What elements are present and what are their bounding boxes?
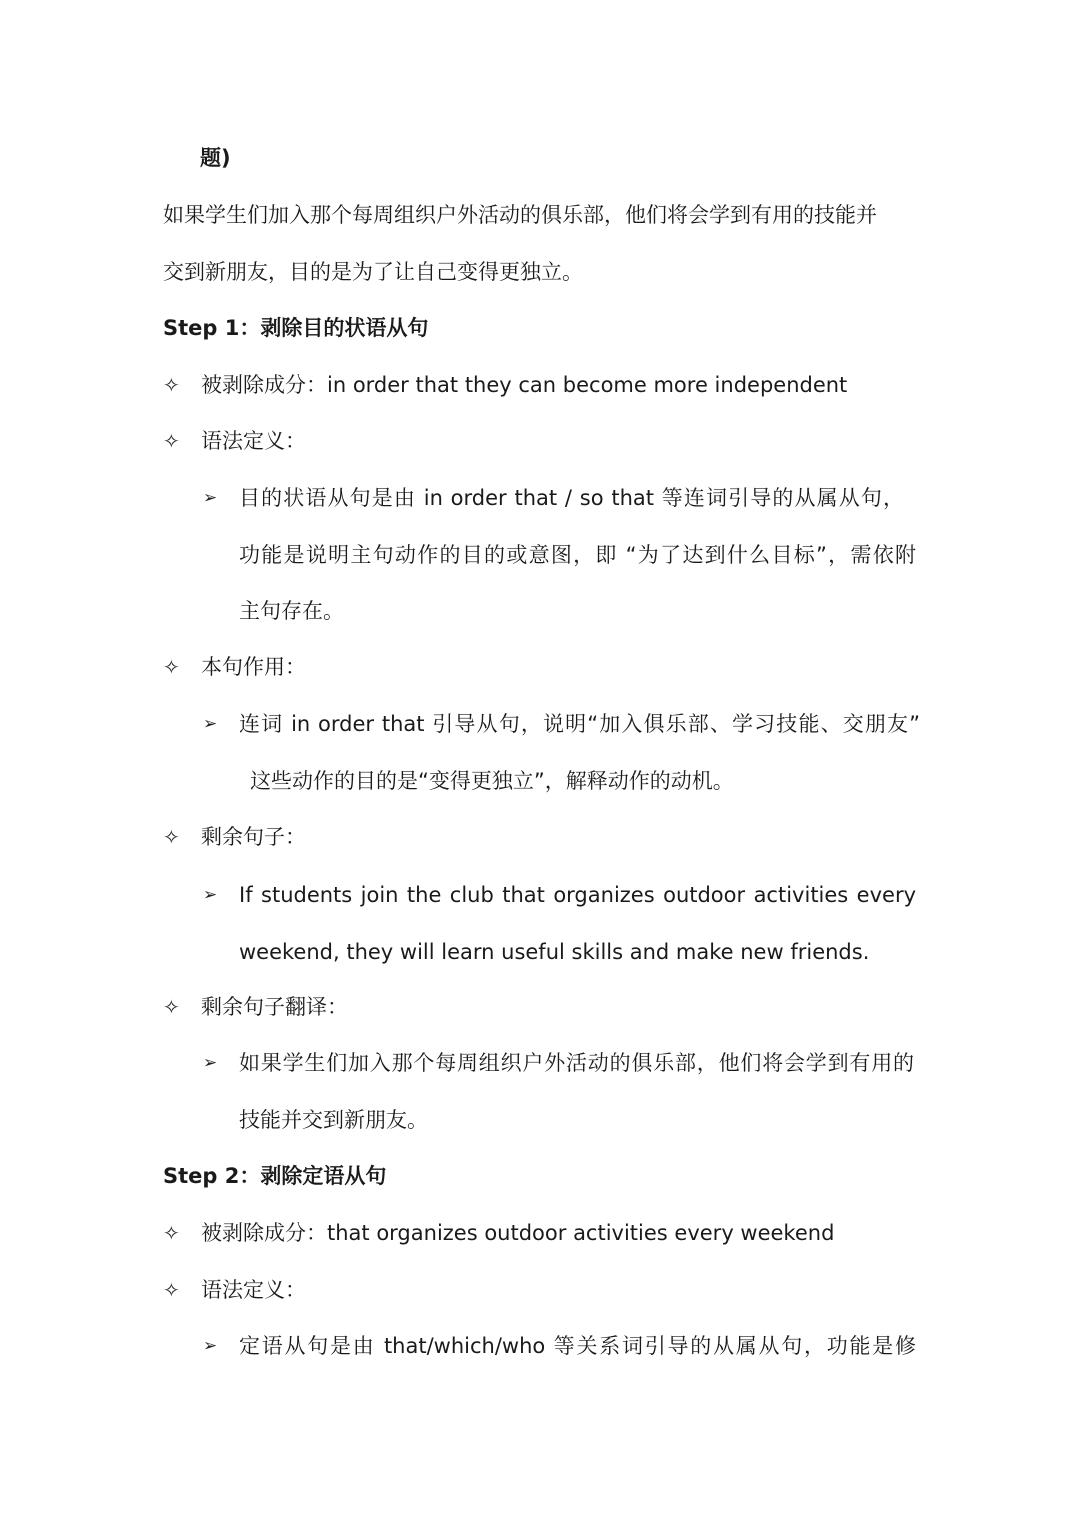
step1-heading: Step 1：剥除目的状语从句 [163, 316, 429, 340]
diamond-bullet-icon: ✧ [163, 1278, 180, 1302]
step1-translation-line-2: 技能并交到新朋友。 [239, 1108, 428, 1132]
step1-grammar-label: 语法定义： [201, 429, 306, 453]
diamond-bullet-icon: ✧ [163, 825, 180, 849]
step1-removed-value: in order that they can become more independent [327, 373, 848, 397]
diamond-bullet-icon: ✧ [163, 995, 180, 1019]
intro-line-1: 如果学生们加入那个每周组织户外活动的俱乐部，他们将会学到有用的技能并 [163, 203, 877, 227]
step2-grammar-line-1: 定语从句是由 that/which/who 等关系词引导的从属从句，功能是修 [239, 1334, 916, 1358]
diamond-bullet-icon: ✧ [163, 1221, 180, 1245]
top-fragment: 题) [200, 146, 231, 170]
diamond-bullet-icon: ✧ [163, 429, 180, 453]
arrow-bullet-icon: ➢ [203, 1336, 218, 1356]
step1-removed-row [201, 370, 847, 400]
step2-removed-row [201, 1218, 834, 1248]
intro-line-2: 交到新朋友，目的是为了让自己变得更独立。 [163, 260, 583, 284]
step2-removed-label: 被剥除成分： [201, 1221, 327, 1245]
step2-removed-value: that organizes outdoor activities every weekend [327, 1221, 835, 1245]
step1-remaining-line-2: weekend, they will learn useful skills and make new friends. [239, 940, 870, 964]
step1-remaining-label: 剩余句子： [201, 825, 306, 849]
step1-grammar-line-1: 目的状语从句是由 in order that / so that 等连词引导的从属从句， [239, 486, 904, 510]
step1-role-line-2: 这些动作的目的是“变得更独立”，解释动作的动机。 [250, 769, 734, 793]
step1-role-label: 本句作用： [201, 655, 306, 679]
arrow-bullet-icon: ➢ [203, 488, 218, 508]
arrow-bullet-icon: ➢ [203, 714, 218, 734]
arrow-bullet-icon: ➢ [203, 885, 218, 905]
step1-remaining-line-1: If students join the club that organizes outdoor activities every [239, 883, 916, 907]
step1-role-line-1: 连词 in order that 引导从句，说明“加入俱乐部、学习技能、交朋友” [239, 712, 920, 736]
step2-grammar-label: 语法定义： [201, 1278, 306, 1302]
step1-grammar-line-3: 主句存在。 [239, 599, 344, 623]
step1-translation-label: 剩余句子翻译： [201, 995, 348, 1019]
arrow-bullet-icon: ➢ [203, 1053, 218, 1073]
step1-grammar-line-2: 功能是说明主句动作的目的或意图，即 “为了达到什么目标”，需依附 [239, 543, 916, 567]
step2-heading: Step 2：剥除定语从句 [163, 1164, 387, 1188]
step1-translation-line-1: 如果学生们加入那个每周组织户外活动的俱乐部，他们将会学到有用的 [239, 1051, 914, 1075]
diamond-bullet-icon: ✧ [163, 655, 180, 679]
diamond-bullet-icon: ✧ [163, 373, 180, 397]
step1-removed-label: 被剥除成分： [201, 373, 327, 397]
